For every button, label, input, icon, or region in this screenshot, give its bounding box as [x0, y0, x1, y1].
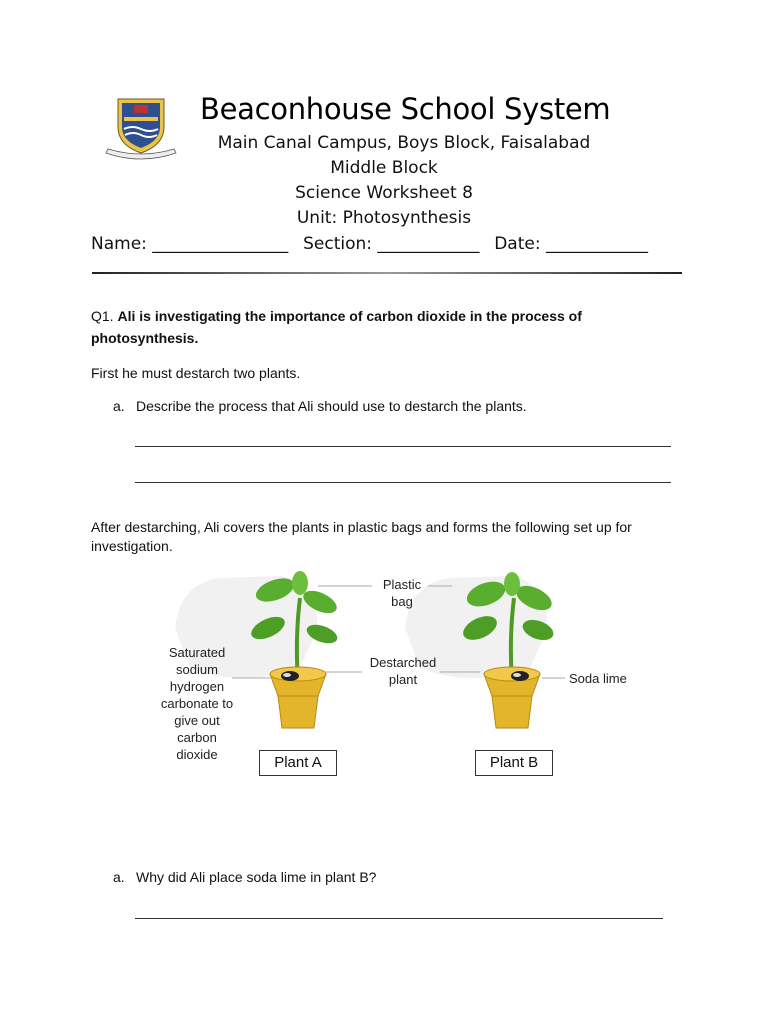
date-field[interactable]: Date: ____________: [494, 234, 648, 254]
student-info-line: [91, 234, 691, 254]
part-a-marker: a.: [113, 398, 125, 414]
label-sodium-hydrogen-carbonate: hydrogen: [169, 679, 225, 694]
part-a-question: Describe the process that Ali should use to destarch the plants.: [136, 398, 527, 414]
label-sodium-hydrogen-carbonate: carbonate to: [160, 696, 234, 711]
plant-b-label: Plant B: [475, 750, 553, 776]
label-plastic-bag: bag: [391, 594, 413, 609]
block-line: Middle Block: [330, 158, 438, 178]
unit-line: Unit: Photosynthesis: [296, 208, 472, 228]
question-1-intro: First he must destarch two plants.: [91, 365, 301, 381]
header-divider: [92, 272, 682, 274]
label-sodium-hydrogen-carbonate: carbon: [177, 730, 217, 745]
setup-description: After destarching, Ali covers the plants in plastic bags and forms the following set up for investigation.: [91, 519, 632, 554]
label-sodium-hydrogen-carbonate: dioxide: [176, 747, 218, 762]
label-soda-lime: Soda lime: [569, 671, 627, 686]
label-sodium-hydrogen-carbonate: give out: [174, 713, 220, 728]
label-destarched-plant: Destarched: [369, 655, 437, 670]
answer-line[interactable]: [135, 918, 663, 919]
answer-line[interactable]: [135, 446, 671, 447]
answer-line[interactable]: [135, 482, 671, 483]
school-name: Beaconhouse School System: [200, 92, 611, 126]
label-plastic-bag: Plastic: [382, 577, 422, 592]
section-field[interactable]: Section: ____________: [303, 234, 480, 254]
part-b-marker: a.: [113, 869, 125, 885]
question-1-prompt: Q1. Ali is investigating the importance of carbon dioxide in the process of photosynthesis.: [91, 308, 582, 346]
part-b-question: Why did Ali place soda lime in plant B?: [136, 869, 377, 885]
campus-line: Main Canal Campus, Boys Block, Faisalabad: [217, 133, 591, 153]
label-sodium-hydrogen-carbonate: Saturated: [168, 645, 226, 660]
label-destarched-plant: plant: [388, 672, 418, 687]
plant-a-label: Plant A: [259, 750, 337, 776]
name-field[interactable]: Name: ________________: [91, 234, 289, 254]
label-sodium-hydrogen-carbonate: sodium: [176, 662, 218, 677]
experiment-diagram: [150, 568, 650, 783]
worksheet-line: Science Worksheet 8: [295, 183, 473, 203]
